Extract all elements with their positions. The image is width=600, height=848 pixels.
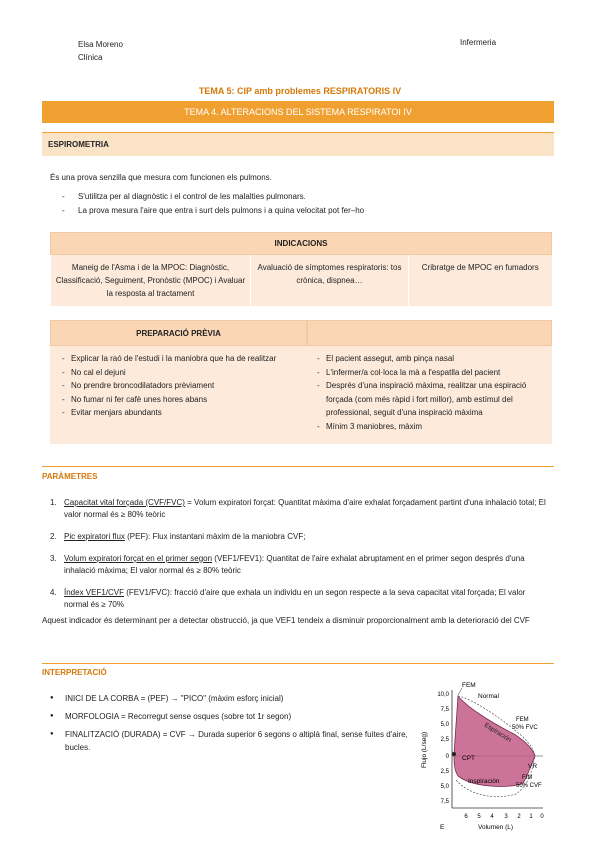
espirometria-heading: ESPIROMETRIA bbox=[48, 140, 109, 149]
list-item: - Explicar la raó de l'estudi i la maniobra que ha de realitzar bbox=[60, 352, 307, 366]
item-number: 3. bbox=[50, 554, 57, 563]
label-espiracion: Espiración bbox=[482, 721, 513, 744]
list-item: - Després d'una inspiració màxima, realitzar una espiració forçada (com més ràpid i fort millor), amb estímul del professional, seguit d'una inspiració màxima bbox=[315, 379, 544, 420]
list-item: ● FINALITZACIÓ (DURADA) = CVF → Durada superior 6 segons o altiplà final, sense fuites d'aire, bucles. bbox=[50, 728, 410, 754]
section-title-bar: TEMA 4. ALTERACIONS DEL SISTEMA RESPIRATOI IV bbox=[42, 101, 554, 123]
page-title: TEMA 5: CIP amb problemes RESPIRATORIS IV bbox=[198, 86, 402, 96]
x-tick-labels bbox=[464, 814, 544, 820]
x-tick: 1 bbox=[529, 814, 533, 820]
item-number: 2. bbox=[50, 532, 57, 541]
y-tick: 7,5 bbox=[440, 707, 449, 713]
divider bbox=[42, 466, 554, 467]
course-name: Infermeria bbox=[460, 38, 497, 47]
label-fim-50-cvf: 50% CVF bbox=[516, 783, 542, 789]
preparacio-right-list bbox=[307, 352, 552, 444]
label-normal: Normal bbox=[478, 693, 499, 700]
divider bbox=[42, 663, 554, 664]
list-item: - Mínim 3 maniobres, màxim bbox=[315, 420, 544, 434]
list-item: - No prendre broncodilatadors prèviament bbox=[60, 379, 307, 393]
label-fem-50: FEM bbox=[516, 717, 529, 723]
list-item: - L'infermer/a col·loca la mà a l'espatlla del pacient bbox=[315, 366, 544, 380]
param-term: Índex VEF1/CVF bbox=[64, 588, 125, 597]
x-tick: 2 bbox=[517, 814, 521, 820]
list-item bbox=[50, 553, 550, 577]
list-item bbox=[50, 531, 550, 543]
fem-pointer bbox=[458, 688, 462, 695]
y-tick: 0 bbox=[445, 754, 449, 760]
interpretacio-list bbox=[50, 692, 410, 759]
indicacions-cell: Avaluació de símptomes respiratoris: tos crònica, dispnea… bbox=[251, 255, 409, 307]
parametres-note: Aquest indicador és determinant per a detectar obstrucció, ja que VEF1 tendeix a disminuir proporcionalment amb la deterioració del CVF bbox=[42, 616, 530, 625]
label-cpt: CPT bbox=[462, 755, 475, 762]
indicacions-table bbox=[50, 232, 552, 306]
x-tick: 6 bbox=[464, 814, 468, 820]
list-item: - El pacient assegut, amb pinça nasal bbox=[315, 352, 544, 366]
y-axis-label: Flujo (L/seg) bbox=[421, 731, 428, 768]
item-number: 1. bbox=[50, 498, 57, 507]
x-tick: 3 bbox=[504, 814, 508, 820]
preparacio-heading-empty bbox=[307, 320, 552, 346]
cpt-point bbox=[452, 752, 456, 756]
param-desc: (VEF1/FEV1): Quantitat de l'aire exhalat abruptament en el primer segon després d'una inhalació màxima; El valor normal és ≥ 80% teòric bbox=[64, 554, 525, 575]
x-axis-label: Volumen (L) bbox=[478, 824, 514, 831]
label-inspiracion: Inspiración bbox=[468, 778, 500, 785]
parametres-list bbox=[50, 497, 550, 621]
label-fim: FIM bbox=[522, 775, 533, 781]
indicacions-cell: Maneig de l'Asma i de la MPOC: Diagnòstic, Classificació, Seguiment, Pronòstic (MPOC) i Avaluar la resposta al tractament bbox=[51, 255, 251, 307]
header-left bbox=[78, 38, 123, 64]
espirometria-heading-box bbox=[42, 132, 554, 156]
list-item: - S'utilitza per al diagnòstic i el control de les malalties pulmonars. bbox=[62, 190, 364, 204]
y-tick: 2,5 bbox=[440, 769, 449, 775]
list-item: - Evitar menjars abundants bbox=[60, 406, 307, 420]
subject-name: Clínica bbox=[78, 53, 103, 62]
preparacio-table bbox=[50, 320, 552, 444]
param-desc: = Volum expiratori forçat: Quantitat màxima d'aire exhalat forçadament partint d'una inhalació total; El valor normal és ≥ 80% teòric bbox=[64, 498, 546, 519]
param-term: Volum expiratori forçat en el primer segon bbox=[64, 554, 213, 563]
corner-label: E bbox=[440, 824, 445, 831]
list-item: - La prova mesura l'aire que entra i surt dels pulmons i a quina velocitat pot fer–ho bbox=[62, 204, 364, 218]
param-desc: (FEV1/FVC): fracció d'aire que exhala un individu en un segon respecte a la seva capacitat vital forçada; El valor normal és ≥ 70% bbox=[64, 588, 526, 609]
x-tick: 0 bbox=[540, 814, 544, 820]
label-fem-50-fvc: 50% FVC bbox=[512, 725, 538, 731]
preparacio-heading: PREPARACIÓ PRÈVIA bbox=[50, 320, 307, 346]
list-item bbox=[50, 497, 550, 521]
list-item: ● INICI DE LA CORBA = (PEF) → "PICO" (màxim esforç inicial) bbox=[50, 692, 410, 705]
interpretacio-heading: INTERPRETACIÓ bbox=[42, 668, 107, 677]
espirometria-intro: És una prova senzilla que mesura com funcionen els pulmons. bbox=[50, 173, 272, 182]
flow-volume-graph bbox=[418, 676, 558, 838]
list-item: - No fumar ni fer cafè unes hores abans bbox=[60, 393, 307, 407]
list-item bbox=[50, 587, 550, 611]
preparacio-left-list bbox=[50, 352, 307, 444]
y-tick: 2,5 bbox=[440, 737, 449, 743]
indicacions-heading: INDICACIONS bbox=[51, 233, 552, 255]
y-tick: 5,0 bbox=[440, 784, 449, 790]
list-item: ● MORFOLOGIA = Recorregut sense osques (sobre tot 1r segon) bbox=[50, 710, 410, 723]
filled-loop bbox=[454, 696, 538, 786]
author-name: Elsa Moreno bbox=[78, 40, 123, 49]
param-term: Capacitat vital forçada (CVF/FVC) bbox=[64, 498, 185, 507]
y-tick: 7,5 bbox=[440, 799, 449, 805]
x-tick: 4 bbox=[490, 814, 494, 820]
item-number: 4. bbox=[50, 588, 57, 597]
label-fem: FEM bbox=[462, 682, 476, 689]
y-tick-labels bbox=[437, 692, 449, 805]
label-vr: VR bbox=[528, 763, 538, 770]
x-tick: 5 bbox=[477, 814, 481, 820]
param-desc: (PEF): Flux instantani màxim de la maniobra CVF; bbox=[124, 532, 306, 541]
list-item: - No cal el dejuni bbox=[60, 366, 307, 380]
indicacions-cell: Cribratge de MPOC en fumadors bbox=[409, 255, 552, 307]
y-tick: 5,0 bbox=[440, 722, 449, 728]
param-term: Pic expiratori flux bbox=[64, 532, 125, 541]
espirometria-bullets bbox=[62, 190, 364, 218]
parametres-heading: PARÀMETRES bbox=[42, 472, 98, 481]
y-tick: 10,0 bbox=[437, 692, 449, 698]
